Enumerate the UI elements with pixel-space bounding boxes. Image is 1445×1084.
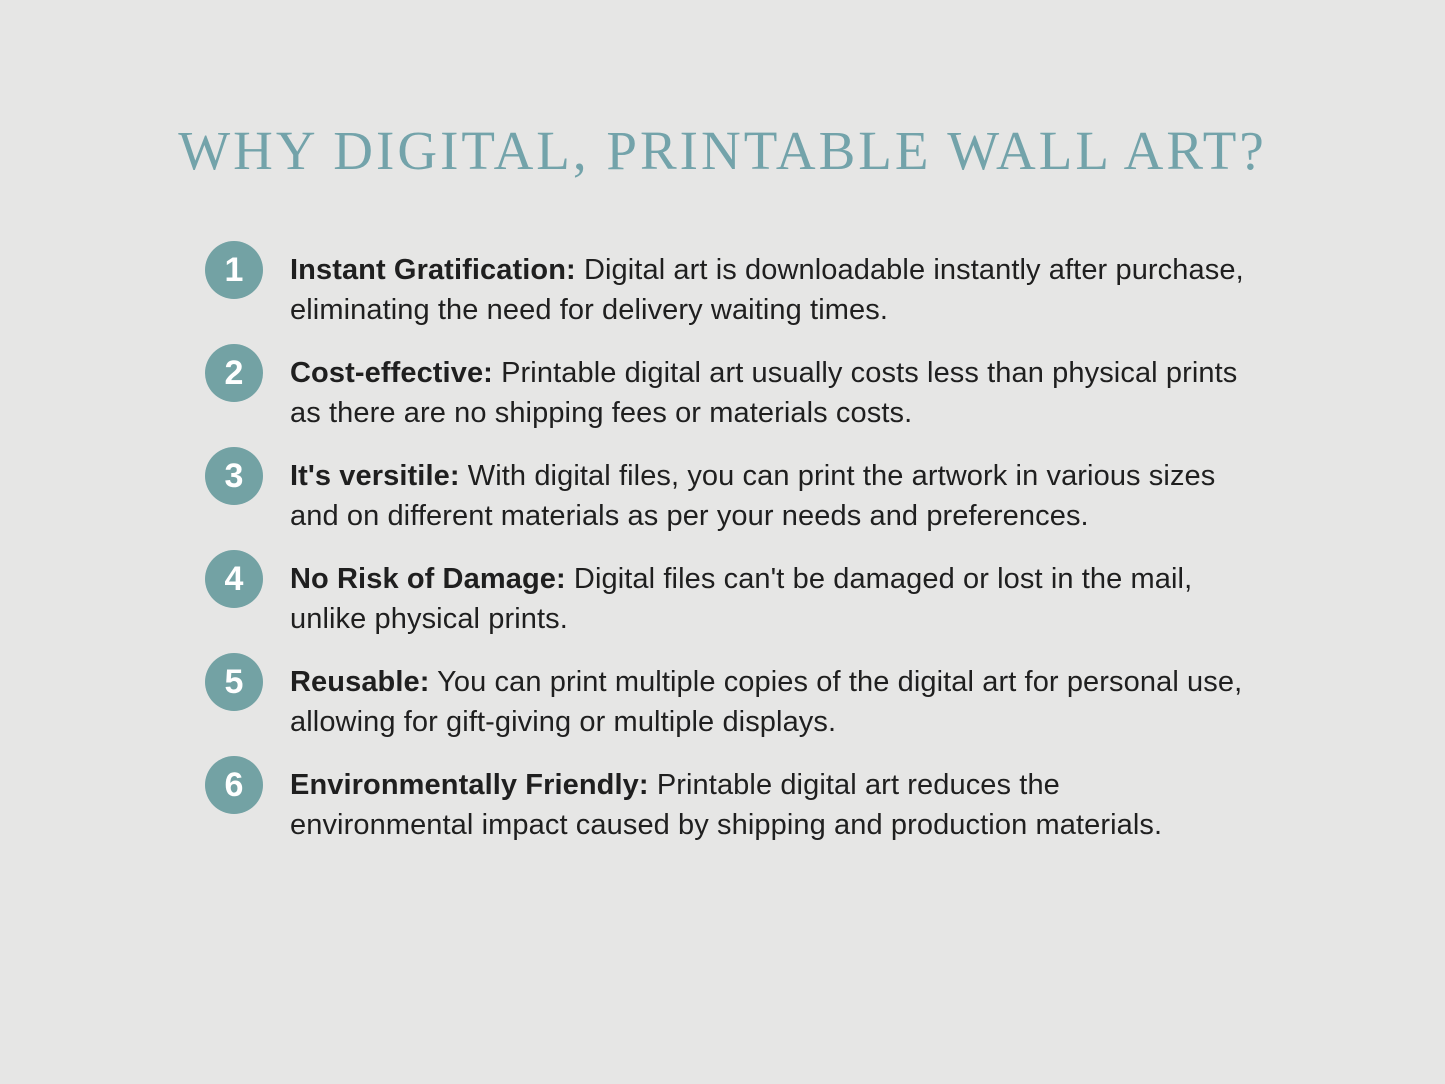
item-body: Digital files can't be damaged or lost in the mail, unlike physical prints. bbox=[290, 563, 1193, 635]
number-badge: 3 bbox=[205, 447, 263, 505]
benefit-text bbox=[290, 456, 1245, 536]
benefit-text bbox=[290, 765, 1245, 845]
item-body: Printable digital art reduces the environmental impact caused by shipping and production materials. bbox=[290, 769, 1163, 841]
list-item bbox=[205, 559, 1245, 639]
item-label: It's versitile: bbox=[290, 460, 460, 492]
benefits-list bbox=[0, 250, 1445, 845]
item-label: Reusable: bbox=[290, 666, 430, 698]
item-label: Instant Gratification: bbox=[290, 254, 576, 286]
benefit-text bbox=[290, 353, 1245, 433]
benefit-text bbox=[290, 662, 1245, 742]
item-label: Cost-effective: bbox=[290, 357, 493, 389]
number-badge: 1 bbox=[205, 241, 263, 299]
item-label: No Risk of Damage: bbox=[290, 563, 566, 595]
number-badge: 5 bbox=[205, 653, 263, 711]
benefit-text bbox=[290, 250, 1245, 330]
list-item bbox=[205, 250, 1245, 330]
number-badge: 6 bbox=[205, 756, 263, 814]
page-title: WHY DIGITAL, PRINTABLE WALL ART? bbox=[178, 120, 1267, 181]
list-item bbox=[205, 456, 1245, 536]
list-item bbox=[205, 662, 1245, 742]
list-item bbox=[205, 353, 1245, 433]
item-body: With digital files, you can print the artwork in various sizes and on different materials as per your needs and preferences. bbox=[290, 460, 1216, 532]
number-badge: 2 bbox=[205, 344, 263, 402]
item-body: Printable digital art usually costs less than physical prints as there are no shipping fees or materials costs. bbox=[290, 357, 1238, 429]
number-badge: 4 bbox=[205, 550, 263, 608]
item-body: Digital art is downloadable instantly after purchase, eliminating the need for delivery waiting times. bbox=[290, 254, 1244, 326]
item-body: You can print multiple copies of the digital art for personal use, allowing for gift-giving or multiple displays. bbox=[290, 666, 1243, 738]
benefit-text bbox=[290, 559, 1245, 639]
list-item bbox=[205, 765, 1245, 845]
item-label: Environmentally Friendly: bbox=[290, 769, 649, 801]
